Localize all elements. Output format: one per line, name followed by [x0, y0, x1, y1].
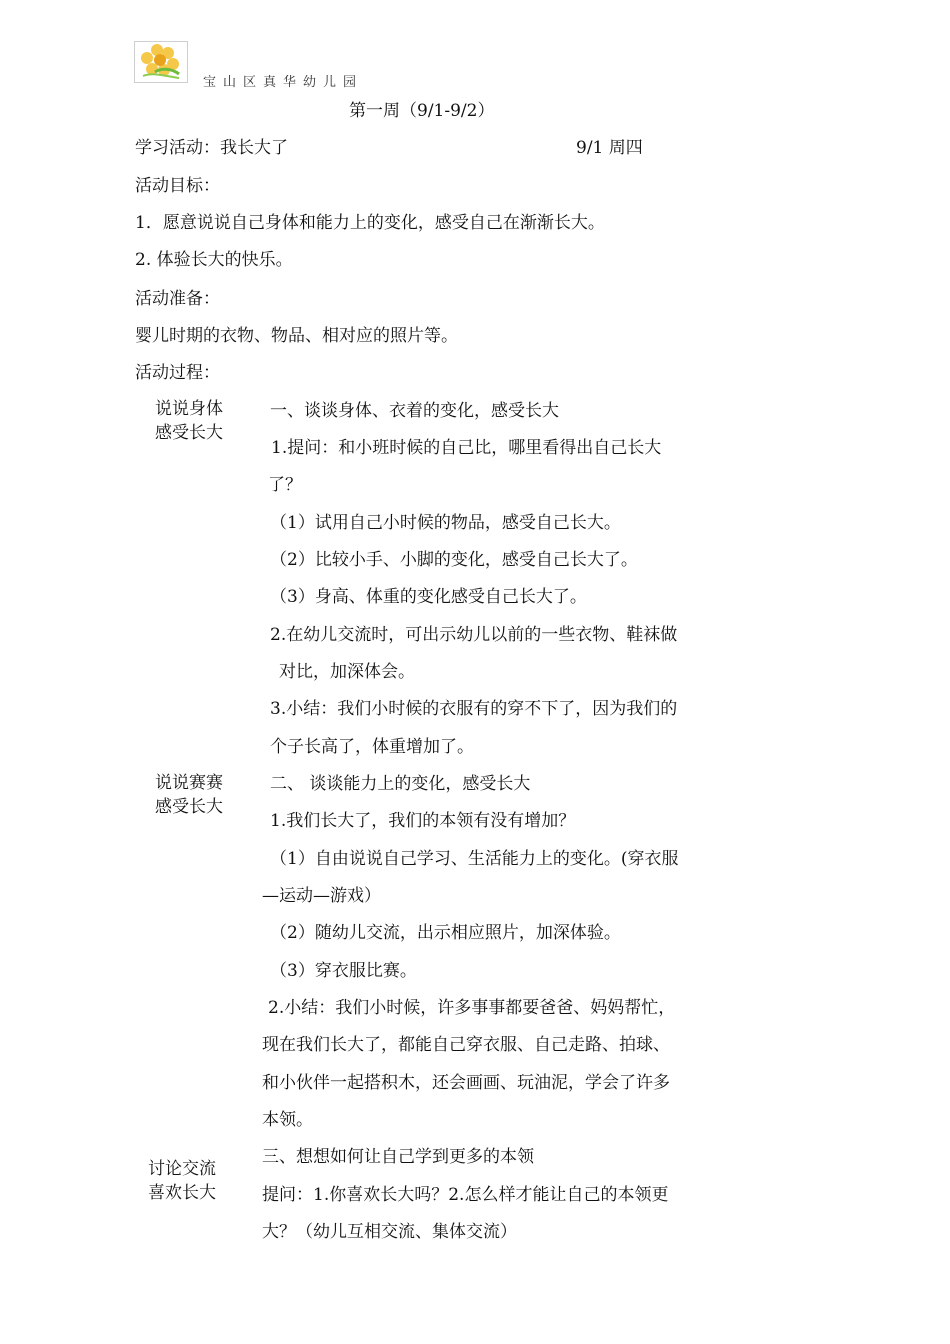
preparation-text: 婴儿时期的衣物、物品、相对应的照片等。 — [135, 326, 458, 346]
week-title: 第一周（9/1-9/2） — [349, 101, 495, 121]
process-line: （2）随幼儿交流，出示相应照片，加深体验。 — [270, 923, 621, 943]
side-label-line: 说说赛赛 — [155, 773, 223, 793]
process-line: （1）试用自己小时候的物品，感受自己长大。 — [270, 513, 621, 533]
activity-date: 9/1 周四 — [576, 138, 643, 158]
side-label-line: 讨论交流 — [148, 1159, 216, 1179]
process-line: （1）自由说说自己学习、生活能力上的变化。(穿衣服 — [270, 849, 679, 869]
side-label-line: 感受长大 — [155, 423, 223, 443]
process-line: 个子长高了，体重增加了。 — [270, 737, 474, 757]
process-line: 1.我们长大了，我们的本领有没有增加？ — [270, 811, 576, 831]
section-heading: 一、谈谈身体、衣着的变化，感受长大 — [270, 401, 559, 421]
school-logo — [134, 41, 188, 83]
process-line: 2.小结：我们小时候，许多事事都要爸爸、妈妈帮忙， — [268, 998, 676, 1018]
process-line: （3）穿衣服比赛。 — [270, 961, 417, 981]
process-line: 本领。 — [262, 1110, 313, 1130]
process-line: 和小伙伴一起搭积木，还会画画、玩油泥，学会了许多 — [262, 1073, 670, 1093]
process-line: 大？（幼儿互相交流、集体交流） — [262, 1222, 517, 1242]
school-name: 宝山区真华幼儿园 — [203, 75, 364, 90]
side-label-body — [155, 397, 223, 445]
section-heading: 二、 谈谈能力上的变化，感受长大 — [270, 774, 531, 794]
side-label-ability — [155, 771, 223, 819]
side-label-discuss — [148, 1157, 216, 1205]
side-label-line: 说说身体 — [155, 399, 223, 419]
preparation-heading: 活动准备： — [135, 289, 220, 309]
goal-item: 1．愿意说说自己身体和能力上的变化，感受自己在渐渐长大。 — [135, 213, 605, 233]
process-line: 对比，加深体会。 — [279, 662, 415, 682]
process-line: 现在我们长大了，都能自己穿衣服、自己走路、拍球、 — [262, 1035, 670, 1055]
flower-logo-icon — [135, 42, 187, 82]
process-line: 了？ — [268, 475, 302, 495]
section-heading: 三、想想如何让自己学到更多的本领 — [262, 1147, 534, 1167]
activity-title: 学习活动：我长大了 — [135, 138, 288, 158]
process-line: 提问：1.你喜欢长大吗？2.怎么样才能让自己的本领更 — [262, 1185, 669, 1205]
process-line: —运动—游戏） — [262, 886, 381, 906]
process-line: 1.提问：和小班时候的自己比，哪里看得出自己长大 — [271, 438, 662, 458]
goal-item: 2. 体验长大的快乐。 — [135, 250, 293, 270]
goals-heading: 活动目标： — [135, 176, 220, 196]
process-line: （3）身高、体重的变化感受自己长大了。 — [270, 587, 587, 607]
process-line: 3.小结：我们小时候的衣服有的穿不下了，因为我们的 — [270, 699, 678, 719]
side-label-line: 感受长大 — [155, 797, 223, 817]
process-line: 2.在幼儿交流时，可出示幼儿以前的一些衣物、鞋袜做 — [270, 625, 678, 645]
process-line: （2）比较小手、小脚的变化，感受自己长大了。 — [270, 550, 638, 570]
process-heading: 活动过程： — [135, 363, 220, 383]
side-label-line: 喜欢长大 — [148, 1183, 216, 1203]
